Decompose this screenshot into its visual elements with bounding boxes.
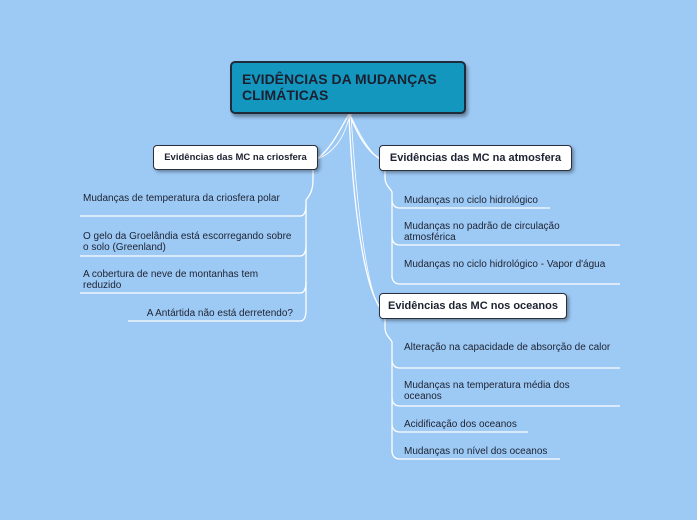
branch-label: Evidências das MC na criosfera — [164, 152, 307, 163]
topic-atmosfera-vapor[interactable]: Mudanças no ciclo hidrológico - Vapor d'água — [404, 259, 606, 270]
connector-root-criosfera — [318, 114, 349, 158]
topic-criosfera-antartida[interactable]: A Antártida não está derretendo? — [146, 308, 293, 319]
topic-atmosfera-ciclo[interactable]: Mudanças no ciclo hidrológico — [404, 195, 538, 206]
branch-criosfera[interactable] — [153, 145, 318, 170]
topic-criosfera-neve[interactable]: A cobertura de neve de montanhas tem reduzido — [83, 269, 259, 291]
topic-oceanos-temperatura[interactable]: Mudanças na temperatura média dos oceanos — [404, 380, 570, 402]
connector-oceanos-leaf1 — [392, 360, 620, 368]
connector-oceanos-trunk — [385, 319, 392, 452]
branch-label: Evidências das MC nos oceanos — [388, 300, 558, 312]
topic-criosfera-groelandia[interactable]: O gelo da Groelândia está escorregando sobre o solo (Greenland) — [83, 231, 292, 253]
connector-atmosfera-leaf3 — [392, 276, 620, 284]
branch-oceanos[interactable] — [379, 293, 567, 319]
topic-atmosfera-circulacao[interactable]: Mudanças no padrão de circulação atmosférica — [404, 221, 560, 243]
topic-oceanos-calor[interactable]: Alteração na capacidade de absorção de calor — [404, 342, 611, 353]
connector-criosfera-trunk — [306, 170, 313, 310]
branch-label: Evidências das MC na atmosfera — [389, 152, 562, 164]
central-topic-label: EVIDÊNCIAS DA MUDANÇAS CLIMÁTICAS — [242, 71, 437, 103]
topic-oceanos-acidificacao[interactable]: Acidificação dos oceanos — [404, 419, 517, 430]
topic-oceanos-nivel[interactable]: Mudanças no nível dos oceanos — [404, 446, 548, 457]
connector-atmosfera-trunk — [385, 171, 392, 278]
connector-criosfera-leaf1 — [80, 205, 306, 216]
topic-criosfera-temperatura[interactable]: Mudanças de temperatura da criosfera polar — [83, 193, 280, 204]
central-topic[interactable] — [230, 61, 466, 114]
branch-atmosfera[interactable] — [379, 145, 572, 171]
